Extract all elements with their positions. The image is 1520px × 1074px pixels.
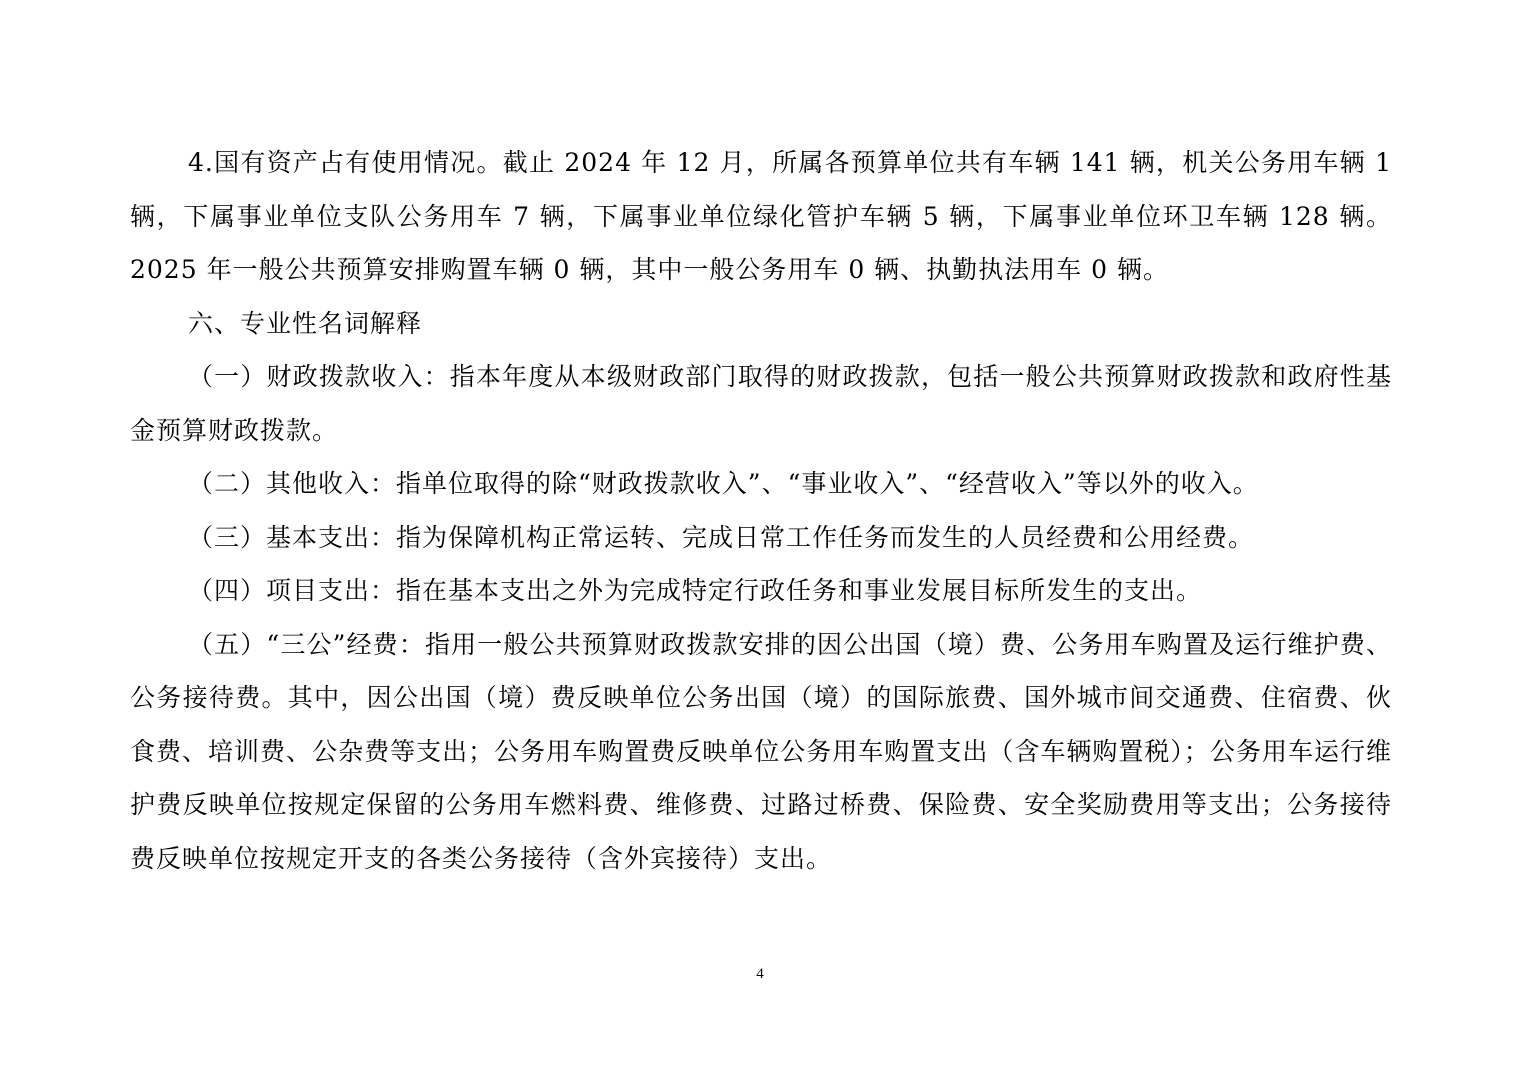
paragraph-basic-expenditure: （三）基本支出：指为保障机构正常运转、完成日常工作任务而发生的人员经费和公用经费。 — [188, 522, 1255, 552]
section-heading-terms: 六、专业性名词解释 — [188, 308, 423, 338]
paragraph-project-expenditure: （四）项目支出：指在基本支出之外为完成特定行政任务和事业发展目标所发生的支出。 — [188, 576, 1203, 605]
paragraph-state-assets: 4.国有资产占有使用情况。截止 2024 年 12 月，所属各预算单位共有车辆 141 辆，机关公务用车辆 1 辆，下属事业单位支队公务用车 7 辆，下属事业单位绿化管护车辆 5 辆，下属事业单位环卫车辆 128 辆。2025 年一般公共预算安排购置车辆 0 辆，其中一般公务用车 0 辆、执勤执法用车 0 辆。 — [130, 148, 1392, 284]
document-body — [130, 136, 1392, 885]
paragraph-other-income: （二）其他收入：指单位取得的除“财政拨款收入”、“事业收入”、“经营收入”等以外的收入。 — [188, 469, 1259, 498]
paragraph-fiscal-appropriation-income: （一）财政拨款收入：指本年度从本级财政部门取得的财政拨款，包括一般公共预算财政拨款和政府性基金预算财政拨款。 — [130, 362, 1392, 445]
page-number: 4 — [756, 966, 764, 982]
paragraph-three-public-expenses: （五）“三公”经费：指用一般公共预算财政拨款安排的因公出国（境）费、公务用车购置及运行维护费、公务接待费。其中，因公出国（境）费反映单位公务出国（境）的国际旅费、国外城市间交通费、住宿费、伙食费、培训费、公杂费等支出；公务用车购置费反映单位公务用车购置支出（含车辆购置税）；公务用车运行维护费反映单位按规定保留的公务用车燃料费、维修费、过路过桥费、保险费、安全奖励费用等支出；公务接待费反映单位按规定开支的各类公务接待（含外宾接待）支出。 — [130, 629, 1392, 873]
